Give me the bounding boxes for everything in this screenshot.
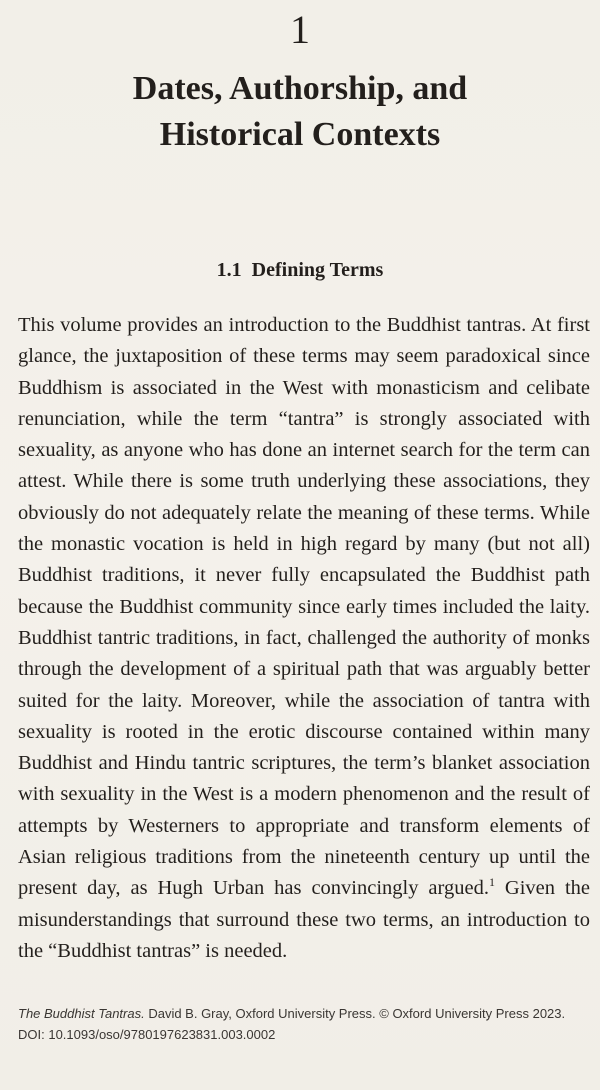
section-number: 1.1 <box>216 259 242 281</box>
footnote-marker[interactable]: 1 <box>488 875 495 890</box>
section-title: Defining Terms <box>251 259 384 281</box>
footer-publisher: David B. Gray, Oxford University Press. © Oxford University Press 2023. <box>144 1006 566 1021</box>
body-text-end: Given the misunderstandings that surround these two terms, an introduction to the “Buddhist tantras” is needed. <box>18 877 590 962</box>
chapter-number: 1 <box>290 7 310 52</box>
footer-book-title: The Buddhist Tantras. <box>18 1006 145 1021</box>
body-text-main: This volume provides an introduction to the Buddhist tantras. At first glance, the juxtaposition of these terms may seem paradoxical since Buddhism is associated in the West with monasticism and celibate renunciation, while the term “tantra” is strongly associated with sexuality, as anyone who has done an internet search for the term can attest. While there is some truth underlying these associations, they obviously do not adequately relate the meaning of these terms. While the monastic vocation is held in high regard by many (but not all) Buddhist traditions, it never fully encapsulated the Buddhist path because the Buddhist community since early times included the laity. Buddhist tantric traditions, in fact, challenged the authority of monks through the development of a spiritual path that was arguably better suited for the laity. Moreover, while the association of tantra with sexuality is rooted in the erotic discourse contained within many Buddhist and Hindu tantric scriptures, the term’s blanket association with sexuality in the West is a modern phenomenon and the result of attempts by Westerners to appropriate and transform elements of Asian religious traditions from the nineteenth century up until the present day, as Hugh Urban has convincingly argued. <box>18 314 590 900</box>
page-footer <box>18 1003 590 1045</box>
body-paragraph <box>18 310 590 967</box>
section-heading <box>0 256 600 284</box>
chapter-title <box>0 66 600 158</box>
footer-doi[interactable]: DOI: 10.1093/oso/9780197623831.003.0002 <box>18 1027 276 1042</box>
chapter-title-line-1: Dates, Authorship, and <box>132 70 468 107</box>
footer-citation <box>18 1003 590 1024</box>
chapter-title-line-2: Historical Contexts <box>159 116 441 153</box>
